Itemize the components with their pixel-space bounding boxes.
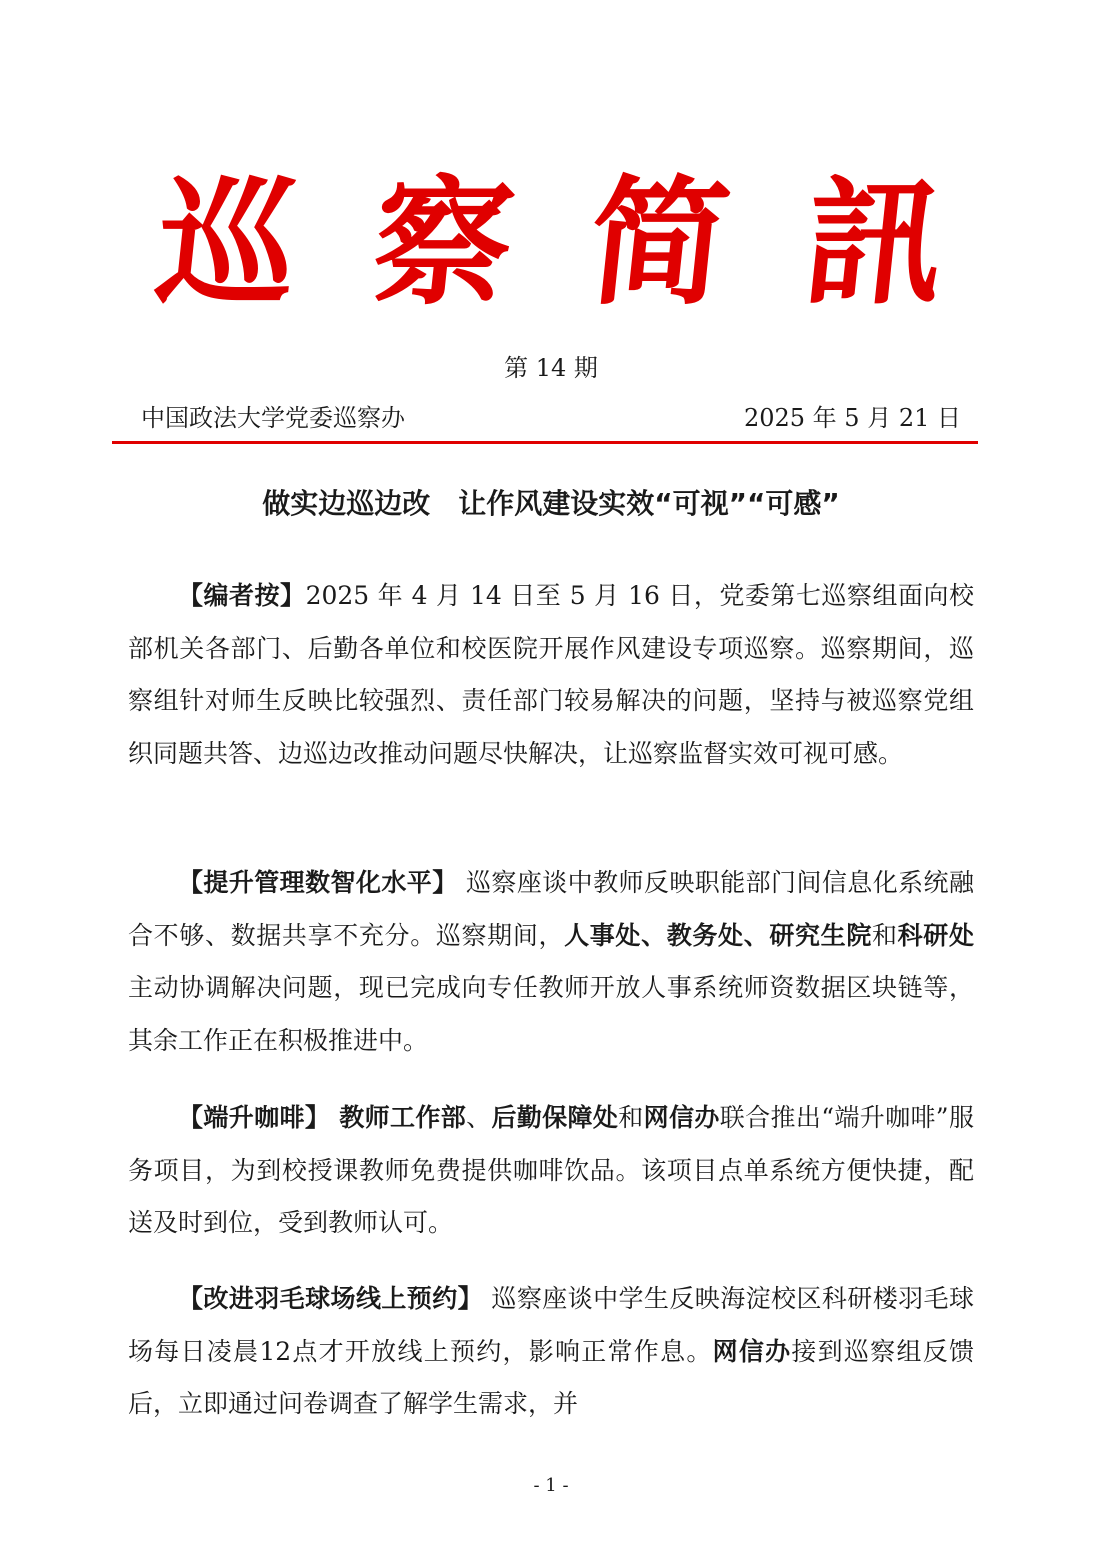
- section-badminton: [128, 1273, 974, 1431]
- section-text: 巡察座谈中学生反映海淀校区科研楼羽毛球场每日凌晨12点才开放线上预约，影响正常作息。: [128, 1284, 974, 1366]
- section-badminton-lead: 【改进羽毛球场线上预约】: [178, 1284, 484, 1313]
- article-headline: 做实边巡边改 让作风建设实效“可视”“可感”: [262, 487, 840, 520]
- section-digital-management: [128, 857, 974, 1067]
- publisher-org: 中国政法大学党委巡察办: [141, 404, 405, 432]
- dept-names: 科研处: [897, 920, 974, 950]
- editor-note-lead: 【编者按】: [178, 581, 306, 610]
- editor-note-paragraph: [128, 570, 974, 780]
- section-text: 和: [618, 1103, 644, 1132]
- section-text: 、: [466, 1103, 492, 1132]
- publish-date: 2025 年 5 月 21 日: [743, 404, 961, 432]
- page-number: - 1 -: [533, 1475, 569, 1496]
- dept-names: 网信办: [712, 1336, 792, 1366]
- section-text: 巡察座谈中教师反映职能部门间信息化系统融合不够、数据共享不充分。巡察期间，: [128, 868, 974, 950]
- editor-note-text: 2025 年 4 月 14 日至 5 月 16 日，党委第七巡察组面向校部机关各部门、后勤各单位和校医院开展作风建设专项巡察。巡察期间，巡察组针对师生反映比较强烈、责任部门较易解决的问题，坚持与被巡察党组织同题共答、边巡边改推动问题尽快解决，让巡察监督实效可视可感。: [128, 581, 974, 768]
- section-coffee-lead: 【端升咖啡】: [178, 1103, 331, 1132]
- masthead-char-4: 訊: [797, 161, 953, 324]
- dept-names: 教师工作部: [330, 1103, 467, 1132]
- dept-names: 后勤保障处: [491, 1103, 619, 1132]
- masthead-char-3: 简: [581, 161, 737, 324]
- masthead-char-2: 察: [365, 161, 521, 324]
- header-divider: [112, 441, 978, 444]
- masthead-char-1: 巡: [149, 161, 305, 324]
- masthead-title: [0, 161, 1102, 324]
- issue-number: 第 14 期: [504, 354, 598, 382]
- section-text: 和: [871, 920, 898, 950]
- dept-names: 人事处、教务处、研究生院: [564, 920, 872, 950]
- section-text: 主动协调解决问题，现已完成向专任教师开放人事系统师资数据区块链等，其余工作正在积极推进中。: [128, 973, 974, 1055]
- section-coffee: [128, 1092, 974, 1250]
- section-text: 联合推出“端升咖啡”服务项目，为到校授课教师免费提供咖啡饮品。该项目点单系统方便快捷，配送及时到位，受到教师认可。: [128, 1103, 974, 1237]
- dept-names: 网信办: [643, 1103, 720, 1132]
- section-text: 接到巡察组反馈后，立即通过问卷调查了解学生需求，并: [128, 1336, 974, 1418]
- section-digital-management-lead: 【提升管理数智化水平】: [178, 868, 458, 897]
